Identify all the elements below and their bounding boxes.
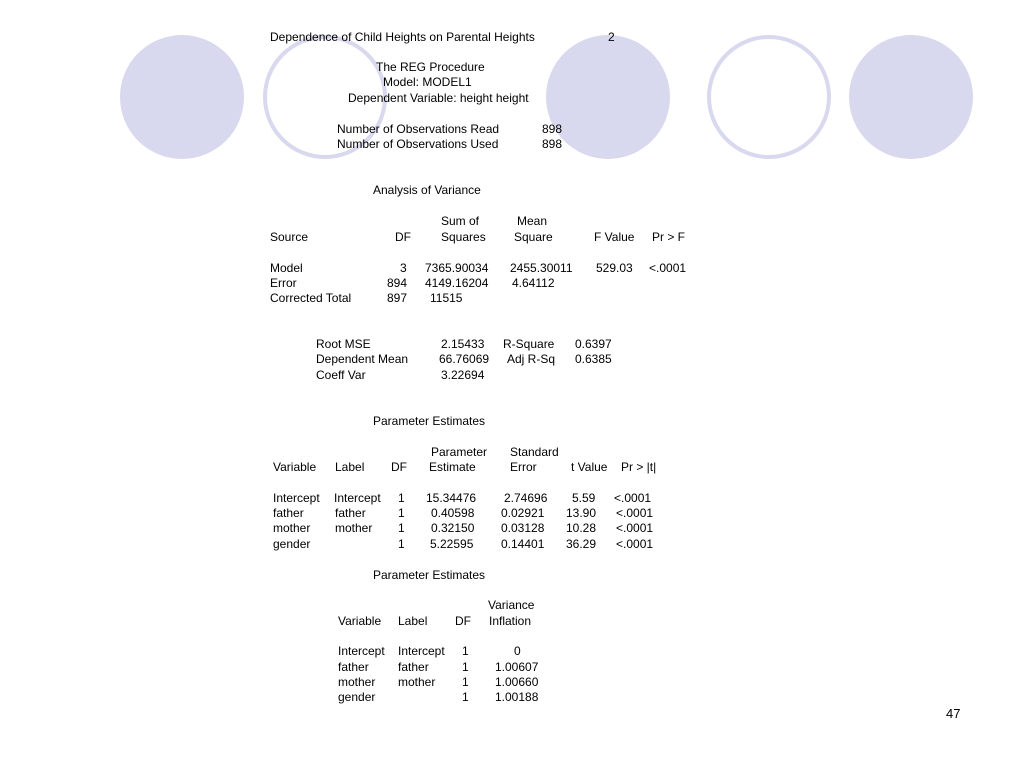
params-title: Parameter Estimates	[373, 414, 486, 428]
vif-header: Label	[398, 614, 428, 628]
vif-cell: 0	[514, 644, 521, 658]
vif-cell: 1	[462, 660, 469, 674]
fit-cell: Dependent Mean	[316, 352, 409, 366]
params-cell: 10.28	[566, 521, 597, 535]
params-cell: 0.03128	[501, 521, 545, 535]
anova-cell: 529.03	[596, 261, 633, 275]
params-cell: <.0001	[616, 537, 654, 551]
params-cell: <.0001	[614, 491, 652, 505]
params-cell: 36.29	[566, 537, 597, 551]
anova-cell: 7365.90034	[425, 261, 489, 275]
params-cell: 1	[398, 506, 405, 520]
params-cell: 5.59	[572, 491, 596, 505]
vif-header: Inflation	[489, 614, 532, 628]
fit-cell: Root MSE	[316, 337, 371, 351]
anova-header: Pr > F	[652, 230, 686, 244]
params-cell: father	[335, 506, 366, 520]
params-cell: 2.74696	[504, 491, 548, 505]
report-page: 2	[608, 30, 615, 44]
vif-cell: Intercept	[398, 644, 445, 658]
anova-cell: <.0001	[649, 261, 687, 275]
fit-cell: 2.15433	[441, 337, 485, 351]
anova-title: Analysis of Variance	[373, 183, 481, 197]
obs-used-value: 898	[542, 137, 563, 151]
params-cell: 1	[398, 491, 405, 505]
vif-cell: mother	[338, 675, 376, 689]
vif-cell: 1	[462, 644, 469, 658]
params-cell: gender	[273, 537, 311, 551]
params-cell: 13.90	[566, 506, 597, 520]
params-cell: 1	[398, 537, 405, 551]
dependent-variable: Dependent Variable: height height	[348, 91, 529, 105]
decor-circle-3	[546, 35, 670, 159]
fit-cell: 0.6385	[575, 352, 612, 366]
vif-cell: 1.00607	[495, 660, 539, 674]
params-cell: mother	[335, 521, 373, 535]
anova-header: Square	[514, 230, 553, 244]
params-cell: Intercept	[273, 491, 320, 505]
decor-circle-5	[849, 35, 973, 159]
procedure-name: The REG Procedure	[376, 60, 485, 74]
params-header: t Value	[571, 460, 608, 474]
fit-cell: 3.22694	[441, 368, 485, 382]
vif-cell: father	[398, 660, 429, 674]
vif-cell: 1	[462, 690, 469, 704]
anova-header: DF	[395, 230, 411, 244]
vif-header: DF	[455, 614, 471, 628]
anova-cell: Model	[270, 261, 303, 275]
anova-cell: 11515	[430, 291, 463, 305]
fit-cell: Coeff Var	[316, 368, 366, 382]
vif-cell: Intercept	[338, 644, 385, 658]
params-header: Parameter	[431, 445, 488, 459]
fit-cell: R-Square	[503, 337, 555, 351]
params-cell: <.0001	[616, 506, 654, 520]
vif-cell: gender	[338, 690, 376, 704]
slide-number: 47	[946, 706, 961, 721]
anova-cell: 2455.30011	[510, 261, 573, 275]
vif-cell: mother	[398, 675, 436, 689]
anova-cell: 4.64112	[512, 276, 555, 290]
params-cell: 5.22595	[430, 537, 474, 551]
params-cell: <.0001	[616, 521, 654, 535]
params-cell: mother	[273, 521, 311, 535]
params-cell: father	[273, 506, 304, 520]
params-header: Pr > |t|	[621, 460, 657, 474]
model-name: Model: MODEL1	[383, 75, 472, 89]
obs-read-label: Number of Observations Read	[337, 122, 500, 136]
anova-header: Sum of	[441, 214, 480, 228]
params-cell: Intercept	[334, 491, 381, 505]
fit-cell: 66.76069	[439, 352, 490, 366]
anova-header: Squares	[441, 230, 486, 244]
params-header: Label	[335, 460, 365, 474]
params-cell: 0.40598	[431, 506, 475, 520]
obs-read-value: 898	[542, 122, 563, 136]
params-header: Estimate	[429, 460, 476, 474]
params-cell: 15.34476	[426, 491, 477, 505]
vif-title: Parameter Estimates	[373, 568, 486, 582]
params-cell: 0.32150	[431, 521, 475, 535]
vif-header: Variable	[338, 614, 382, 628]
report-title: Dependence of Child Heights on Parental Heights	[270, 30, 535, 44]
anova-header: F Value	[594, 230, 635, 244]
params-cell: 0.14401	[501, 537, 545, 551]
anova-header: Source	[270, 230, 309, 244]
params-header: DF	[391, 460, 407, 474]
params-cell: 0.02921	[501, 506, 545, 520]
params-header: Variable	[273, 460, 317, 474]
vif-cell: 1	[462, 675, 469, 689]
vif-cell: father	[338, 660, 369, 674]
fit-cell: Adj R-Sq	[507, 352, 556, 366]
params-header: Standard	[510, 445, 559, 459]
anova-header: Mean	[517, 214, 548, 228]
fit-cell: 0.6397	[575, 337, 612, 351]
params-cell: 1	[398, 521, 405, 535]
anova-cell: 3	[400, 261, 407, 275]
anova-cell: Error	[270, 276, 297, 290]
vif-cell: 1.00660	[495, 675, 539, 689]
params-header: Error	[510, 460, 537, 474]
vif-header: Variance	[488, 598, 535, 612]
decor-circle-4	[707, 35, 831, 159]
obs-used-label: Number of Observations Used	[337, 137, 499, 151]
decor-circle-1	[120, 35, 244, 159]
anova-cell: 894	[387, 276, 408, 290]
vif-cell: 1.00188	[495, 690, 539, 704]
anova-cell: Corrected Total	[270, 291, 352, 305]
anova-cell: 897	[387, 291, 408, 305]
anova-cell: 4149.16204	[425, 276, 489, 290]
